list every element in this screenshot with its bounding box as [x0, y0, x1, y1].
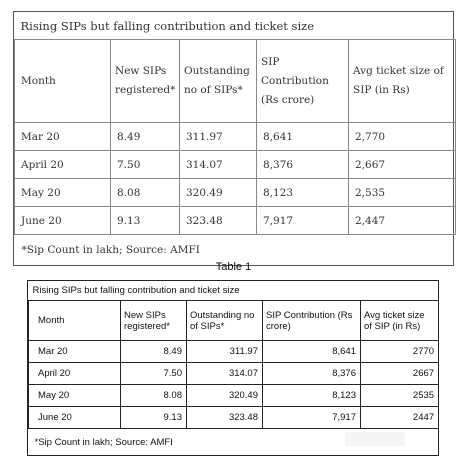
cell-outstanding: 320.49 [187, 385, 263, 407]
bottom-header-contribution: SIP Contribution (Rs crore) [263, 301, 361, 341]
cell-new-sips: 7.50 [121, 363, 187, 385]
cell-contribution: 7,917 [257, 207, 349, 235]
bottom-table-note: *Sip Count in lakh; Source: AMFI [29, 429, 439, 456]
cell-new-sips: 7.50 [111, 151, 180, 179]
cell-contribution: 8,376 [257, 151, 349, 179]
table-row [29, 341, 439, 363]
bottom-header-avg-ticket: Avg ticket size of SIP (in Rs) [361, 301, 439, 341]
cell-outstanding: 314.07 [180, 151, 257, 179]
cell-month: Mar 20 [15, 123, 111, 151]
cell-avg-ticket: 2,770 [349, 123, 456, 151]
cell-avg-ticket: 2,667 [349, 151, 456, 179]
cell-outstanding: 323.48 [187, 407, 263, 429]
cell-new-sips: 9.13 [121, 407, 187, 429]
cell-new-sips: 8.08 [111, 179, 180, 207]
table-row [15, 123, 456, 151]
cell-month: May 20 [29, 385, 121, 407]
bottom-table [27, 280, 439, 456]
cell-month: June 20 [15, 207, 111, 235]
top-table [13, 11, 454, 266]
cell-outstanding: 320.49 [180, 179, 257, 207]
cell-contribution: 8,641 [263, 341, 361, 363]
cell-month: April 20 [29, 363, 121, 385]
table-row [15, 207, 456, 235]
cell-new-sips: 8.08 [121, 385, 187, 407]
table-row [29, 363, 439, 385]
cell-avg-ticket: 2535 [361, 385, 439, 407]
bottom-table-caption: Rising SIPs but falling contribution and ticket size [29, 281, 439, 301]
cell-avg-ticket: 2770 [361, 341, 439, 363]
top-header-contribution: SIP Contribution (Rs crore) [257, 40, 349, 123]
bottom-header-month: Month [29, 301, 121, 341]
cell-contribution: 8,123 [263, 385, 361, 407]
cell-new-sips: 8.49 [111, 123, 180, 151]
cell-contribution: 8,641 [257, 123, 349, 151]
cell-month: Mar 20 [29, 341, 121, 363]
cell-outstanding: 311.97 [187, 341, 263, 363]
top-header-avg-ticket: Avg ticket size of SIP (in Rs) [349, 40, 456, 123]
cell-contribution: 8,123 [257, 179, 349, 207]
faint-overlay [345, 432, 405, 446]
cell-avg-ticket: 2,447 [349, 207, 456, 235]
table-row [15, 179, 456, 207]
cell-month: May 20 [15, 179, 111, 207]
figure-label: Table 1 [215, 261, 252, 273]
cell-new-sips: 9.13 [111, 207, 180, 235]
top-header-new-sips: New SIPs registered* [111, 40, 180, 123]
top-header-month: Month [15, 40, 111, 123]
cell-month: April 20 [15, 151, 111, 179]
cell-contribution: 7,917 [263, 407, 361, 429]
table-row [15, 151, 456, 179]
table-row [29, 385, 439, 407]
top-table-note: *Sip Count in lakh; Source: AMFI [15, 235, 456, 266]
bottom-header-new-sips: New SIPs registered* [121, 301, 187, 341]
cell-new-sips: 8.49 [121, 341, 187, 363]
cell-outstanding: 314.07 [187, 363, 263, 385]
cell-avg-ticket: 2667 [361, 363, 439, 385]
bottom-header-outstanding: Outstanding no of SIPs* [187, 301, 263, 341]
top-table-caption: Rising SIPs but falling contribution and ticket size [15, 12, 456, 40]
cell-avg-ticket: 2,535 [349, 179, 456, 207]
cell-outstanding: 323.48 [180, 207, 257, 235]
cell-contribution: 8,376 [263, 363, 361, 385]
cell-avg-ticket: 2447 [361, 407, 439, 429]
top-header-outstanding: Outstanding no of SIPs* [180, 40, 257, 123]
table-row [29, 407, 439, 429]
cell-month: June 20 [29, 407, 121, 429]
cell-outstanding: 311.97 [180, 123, 257, 151]
